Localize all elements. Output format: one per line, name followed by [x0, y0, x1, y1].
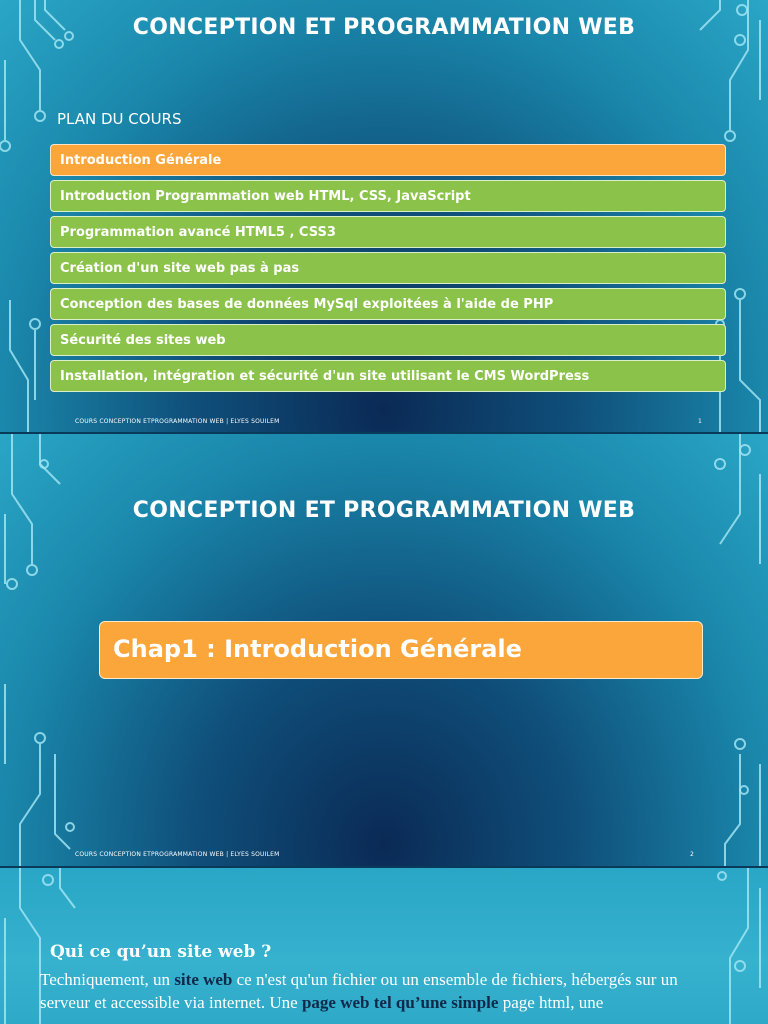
plan-list [50, 144, 726, 396]
plan-item-creation-site[interactable]: Création d'un site web pas à pas [50, 252, 726, 284]
plan-title: PLAN DU COURS [57, 110, 182, 128]
chapter-box: Chap1 : Introduction Générale [99, 621, 703, 679]
highlight-page-web: page web [301, 993, 370, 1012]
plan-item-introduction-generale[interactable]: Introduction Générale [50, 144, 726, 176]
highlight-simple: tel qu’une simple [373, 993, 499, 1012]
body-text: Techniquement, un [40, 970, 175, 989]
section-heading: Qui ce qu’un site web ? [50, 942, 272, 962]
slide-footer: COURS CONCEPTION ETPROGRAMMATION WEB | ELYES SOUILEM [75, 418, 280, 425]
slide-2 [0, 434, 768, 866]
plan-item-wordpress[interactable]: Installation, intégration et sécurité d'un site utilisant le CMS WordPress [50, 360, 726, 392]
slide-title: CONCEPTION ET PROGRAMMATION WEB [132, 498, 636, 523]
slide-3 [0, 868, 768, 1024]
slide-title: CONCEPTION ET PROGRAMMATION WEB [132, 15, 636, 40]
section-body [40, 968, 730, 1014]
plan-item-mysql-php[interactable]: Conception des bases de données MySql exploitées à l'aide de PHP [50, 288, 726, 320]
slide-footer: COURS CONCEPTION ETPROGRAMMATION WEB | ELYES SOUILEM [75, 851, 280, 858]
body-text: ce n'est qu'un fichier ou un ensemble de fichiers, hébergés sur un serveur et accessible via internet. Une [40, 970, 678, 1012]
plan-item-html5-css3[interactable]: Programmation avancé HTML5 , CSS3 [50, 216, 726, 248]
page-number: 1 [698, 418, 702, 425]
slide-1 [0, 0, 768, 432]
plan-item-html-css-js[interactable]: Introduction Programmation web HTML, CSS, JavaScript [50, 180, 726, 212]
plan-item-securite[interactable]: Sécurité des sites web [50, 324, 726, 356]
page-number: 2 [690, 851, 694, 858]
highlight-site-web: site web [174, 970, 233, 989]
body-text: page html, une [498, 993, 604, 1012]
